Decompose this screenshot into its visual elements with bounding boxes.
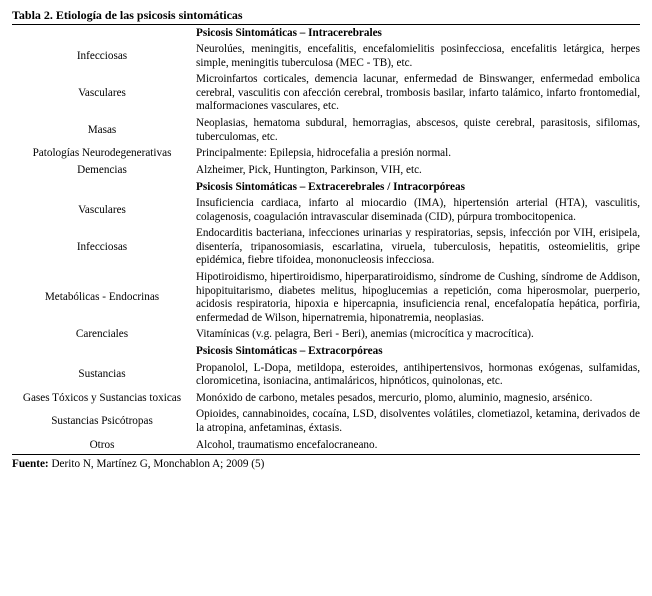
- section-title: Psicosis Sintomáticas – Extracerebrales / Intracorpóreas: [196, 180, 465, 193]
- row-category: Otros: [89, 438, 115, 451]
- row-description: Endocarditis bacteriana, infecciones urinarias y respiratorias, sepsis, infección por VIH, erisipela, disentería, tripanosomiasis, escarlatina, viruela, tuberculosis, hepatitis, osteomielitis, gripe epidémica, fiebre tifoidea, mononucleosis infecciosa.: [196, 227, 640, 267]
- source-note: [12, 457, 640, 471]
- table-row: [12, 146, 640, 163]
- table-row: [12, 162, 640, 179]
- table-row: [12, 390, 640, 407]
- table-row: [12, 226, 640, 270]
- table-row: [12, 72, 640, 116]
- row-category: Gases Tóxicos y Sustancias toxicas: [22, 391, 182, 404]
- row-category: Patologías Neurodegenerativas: [32, 147, 172, 160]
- table-row: [12, 407, 640, 437]
- row-description: Alzheimer, Pick, Huntington, Parkinson, VIH, etc.: [196, 163, 422, 176]
- section-spacer: [12, 25, 196, 42]
- row-category: Masas: [87, 123, 117, 136]
- section-header-row: [12, 343, 640, 360]
- source-text: Derito N, Martínez G, Monchablon A; 2009 (5): [48, 457, 265, 470]
- section-title: Psicosis Sintomáticas – Extracorpóreas: [196, 345, 383, 358]
- table-row: [12, 360, 640, 390]
- row-description: Insuficiencia cardiaca, infarto al miocardio (IMA), hipertensión arterial (HTA), vasculitis, colagenosis, coagulación intravascular diseminada (CID), púrpura trombocitopenica.: [196, 197, 640, 223]
- row-description: Neoplasias, hematoma subdural, hemorragias, abscesos, quiste cerebral, parasitosis, sifilomas, tuberculomas, etc.: [196, 117, 640, 143]
- row-category: Vasculares: [78, 86, 126, 99]
- row-description: Opioides, cannabinoides, cocaína, LSD, disolventes volátiles, clometiazol, ketamina, derivados de la atropina, anfetaminas, éxtasis.: [196, 408, 640, 434]
- row-category: Carenciales: [75, 328, 129, 341]
- table-row: [12, 270, 640, 327]
- section-header-row: [12, 179, 640, 196]
- table-caption: Tabla 2. Etiología de las psicosis sintomáticas: [12, 8, 243, 22]
- row-category: Vasculares: [78, 203, 126, 216]
- section-title: Psicosis Sintomáticas – Intracerebrales: [196, 27, 382, 39]
- section-spacer: [12, 343, 196, 360]
- section-header-row: [12, 25, 640, 42]
- row-description: Vitamínicas (v.g. pelagra, Beri - Beri), anemias (microcítica y macrocítica).: [196, 328, 534, 341]
- row-description: Neurolúes, meningitis, encefalitis, encefalomielitis posinfecciosa, encefalitis letárgica, herpes simple, meningitis tuberculosa (MEC - TB), etc.: [196, 43, 640, 69]
- row-description: Monóxido de carbono, metales pesados, mercurio, plomo, aluminio, magnesio, arsénico.: [196, 391, 593, 404]
- row-description: Hipotiroidismo, hipertiroidismo, hiperparatiroidismo, síndrome de Cushing, síndrome de Addison, hipopituitarismo, diabetes melitus, hipoglucemias a repetición, coma hiperosmolar, puerperio, acidosis respiratoria, hipoxia e hipercapnia, insuficiencia renal, encefalopatía hepática, porfiria, enfermedad de Wilson, hipernatremia, hiponatremia, neoplasias.: [196, 271, 640, 324]
- table-body: [12, 25, 640, 455]
- table-row: [12, 116, 640, 146]
- source-label: Fuente:: [12, 457, 49, 470]
- table-row: [12, 327, 640, 344]
- row-description: Propanolol, L-Dopa, metildopa, esteroides, antihipertensivos, hormonas exógenas, sulfamidas, cloromicetina, isoniacina, antimaláricos, hipnóticos, quinolonas, etc.: [196, 361, 640, 388]
- table-row: [12, 437, 640, 454]
- row-category: Sustancias: [78, 368, 126, 381]
- row-description: Microinfartos corticales, demencia lacunar, enfermedad de Binswanger, enfermedad embolica cerebral, vasculitis con afección cerebral, trombosis basilar, infarto talámico, infarto frontomedial, malformaciones vasculares, etc.: [196, 73, 640, 113]
- row-category: Infecciosas: [76, 240, 128, 253]
- row-description: Principalmente: Epilepsia, hidrocefalia a presión normal.: [196, 147, 452, 160]
- row-category: Demencias: [77, 163, 127, 176]
- table-row: [12, 196, 640, 226]
- row-category: Sustancias Psicótropas: [51, 415, 153, 428]
- section-spacer: [12, 179, 196, 196]
- row-category: Infecciosas: [76, 49, 128, 62]
- etiology-table: [12, 24, 640, 455]
- table-row: [12, 42, 640, 72]
- row-description: Alcohol, traumatismo encefalocraneano.: [196, 438, 378, 451]
- row-category: Metabólicas - Endocrinas: [44, 291, 160, 304]
